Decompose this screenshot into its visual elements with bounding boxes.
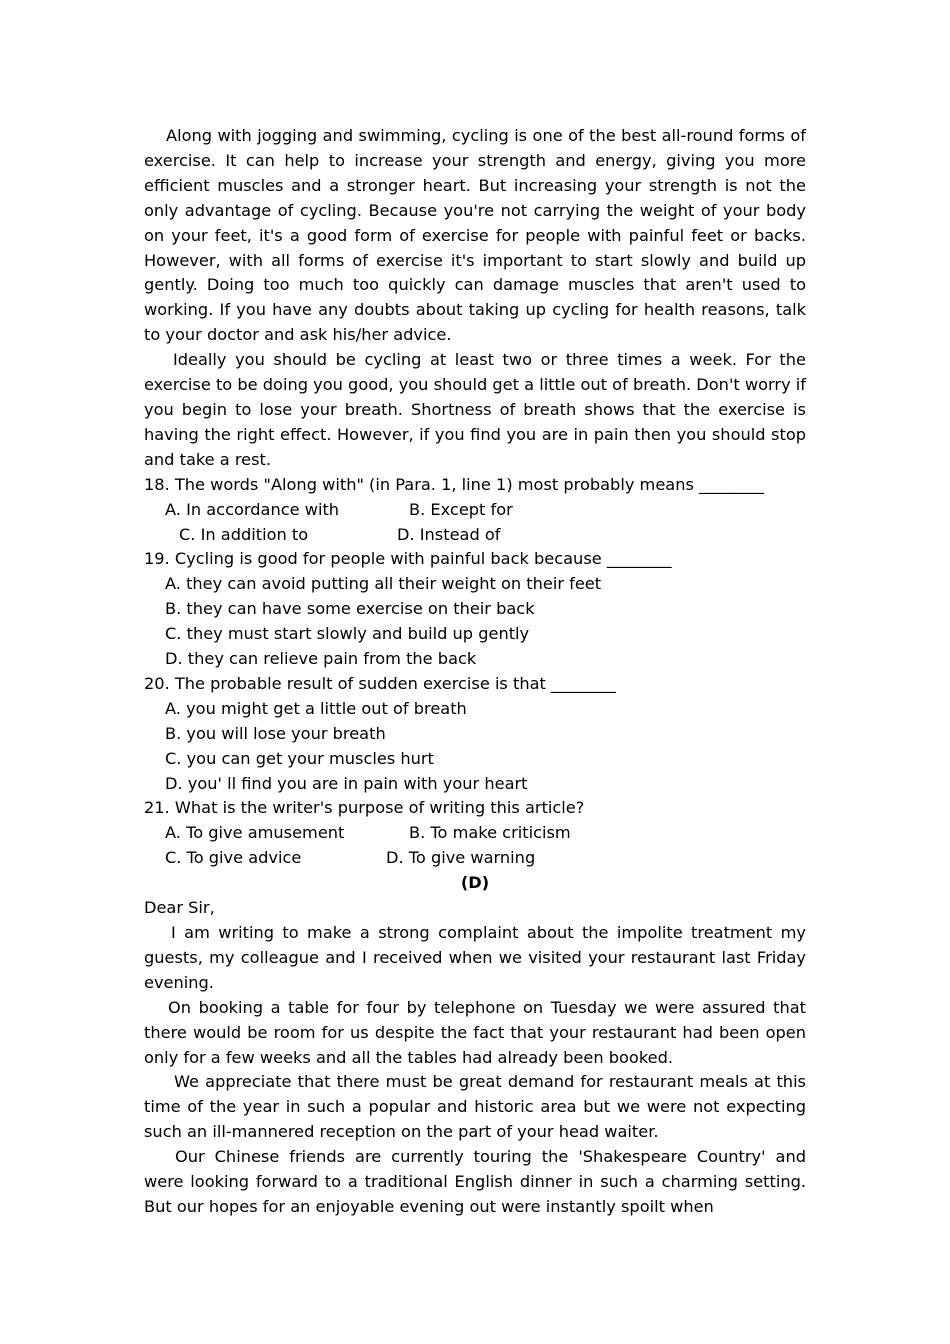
document-page	[144, 124, 806, 1220]
letter-paragraph-4: Our Chinese friends are currently touring the 'Shakespeare Country' and were looking forward to a traditional English dinner in such a charming setting. But our hopes for an enjoyable evening out were instantly spoilt when	[144, 1147, 806, 1216]
question-18-options-row-2	[144, 523, 806, 548]
passage-c-paragraph-1: Along with jogging and swimming, cycling is one of the best all-round forms of exercise. It can help to increase your strength and energy, giving you more efficient muscles and a stronger heart. But increasing your strength is not the only advantage of cycling. Because you're not carrying the weight of your body on your feet, it's a good form of exercise for people with painful feet or backs. However, with all forms of exercise it's important to start slowly and build up gently. Doing too much too quickly can damage muscles that aren't used to working. If you have any doubts about taking up cycling for health reasons, talk to your doctor and ask his/her advice.	[144, 126, 806, 345]
question-21-option-b: B. To make criticism	[409, 823, 571, 843]
question-21-option-a: A. To give amusement	[165, 823, 345, 843]
question-21-option-d: D. To give warning	[386, 848, 536, 868]
question-18-option-b: B. Except for	[409, 499, 513, 519]
question-21-option-c: C. To give advice	[165, 848, 302, 868]
letter-paragraph-3: We appreciate that there must be great demand for restaurant meals at this time of the year in such a popular and historic area but we were not expecting such an ill-mannered reception on the part of your head waiter.	[144, 1072, 806, 1142]
question-20-stem: 20. The probable result of sudden exercise is that ________	[144, 673, 616, 693]
question-18-options-row-1	[144, 498, 806, 523]
question-21-stem: 21. What is the writer's purpose of writing this article?	[144, 798, 585, 818]
question-20-option-c: C. you can get your muscles hurt	[165, 748, 434, 768]
question-19-option-d: D. they can relieve pain from the back	[165, 649, 477, 669]
letter-paragraph-2: On booking a table for four by telephone on Tuesday we were assured that there would be room for us despite the fact that your restaurant had been open only for a few weeks and all the tables had already been booked.	[144, 997, 806, 1067]
passage-c-paragraph-2: Ideally you should be cycling at least two or three times a week. For the exercise to be doing you good, you should get a little out of breath. Don't worry if you begin to lose your breath. Shortness of breath shows that the exercise is having the right effect. However, if you find you are in pain then you should stop and take a rest.	[144, 350, 806, 469]
question-18-option-a: A. In accordance with	[165, 499, 340, 519]
question-18-option-c: C. In addition to	[179, 524, 309, 544]
question-19-option-a: A. they can avoid putting all their weight on their feet	[165, 574, 602, 594]
question-19-option-c: C. they must start slowly and build up gently	[165, 624, 530, 644]
letter-salutation: Dear Sir,	[144, 898, 215, 918]
question-20-option-a: A. you might get a little out of breath	[165, 698, 467, 718]
passage-d-heading: (D)	[460, 873, 490, 893]
question-20-option-b: B. you will lose your breath	[165, 723, 386, 743]
question-21-options-row-1	[144, 821, 806, 846]
question-19-stem: 19. Cycling is good for people with painful back because ________	[144, 549, 672, 569]
question-21-options-row-2	[144, 846, 806, 871]
letter-paragraph-1: I am writing to make a strong complaint about the impolite treatment my guests, my colleague and I received when we visited your restaurant last Friday evening.	[144, 923, 806, 992]
question-18-stem: 18. The words "Along with" (in Para. 1, line 1) most probably means ________	[144, 474, 764, 494]
question-20-option-d: D. you' ll find you are in pain with your heart	[165, 773, 528, 793]
question-18-option-d: D. Instead of	[397, 524, 501, 544]
question-19-option-b: B. they can have some exercise on their back	[165, 599, 535, 619]
